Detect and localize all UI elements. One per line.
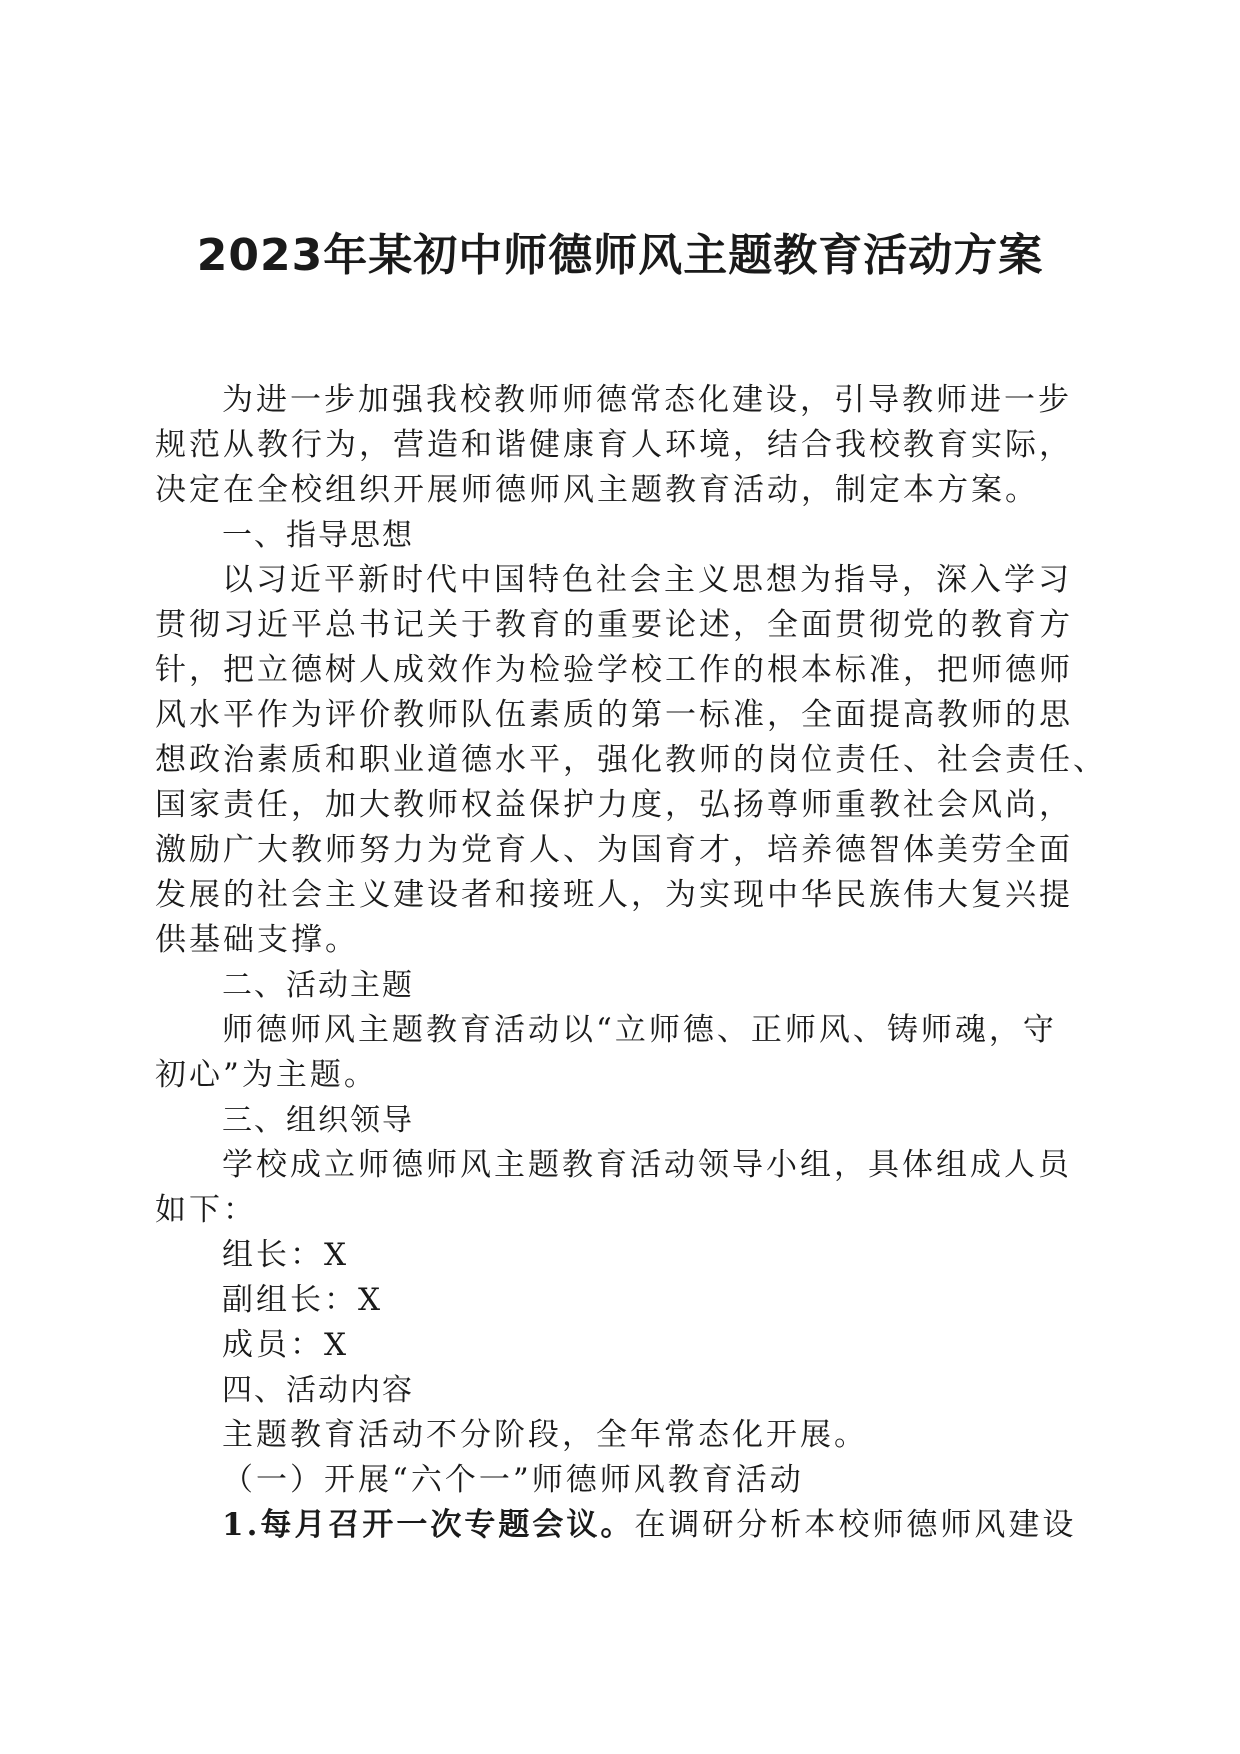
paragraph-line: 主题教育活动不分阶段，全年常态化开展。 [222, 1417, 868, 1453]
item-lead: 1.每月召开一次专题会议。 [222, 1507, 635, 1543]
paragraph-line: 激励广大教师努力为党育人、为国育才，培养德智体美劳全面 [155, 832, 1073, 868]
paragraph-line: 如下： [155, 1192, 257, 1228]
paragraph-line: 针，把立德树人成效作为检验学校工作的根本标准，把师德师 [155, 652, 1073, 688]
member-line: 成员：X [222, 1327, 350, 1363]
intro-line: 规范从教行为，营造和谐健康育人环境，结合我校教育实际， [155, 427, 1073, 463]
paragraph-line: 发展的社会主义建设者和接班人，为实现中华民族伟大复兴提 [155, 877, 1073, 913]
paragraph-line: 以习近平新时代中国特色社会主义思想为指导，深入学习 [222, 562, 1072, 598]
section-heading-leadership: 三、组织领导 [222, 1103, 414, 1138]
paragraph-line: 贯彻习近平总书记关于教育的重要论述，全面贯彻党的教育方 [155, 607, 1073, 643]
intro-line: 为进一步加强我校教师师德常态化建设，引导教师进一步 [222, 382, 1072, 418]
section-heading-activity-theme: 二、活动主题 [222, 968, 414, 1003]
document-title: 2023年某初中师德师风主题教育活动方案 [196, 230, 1044, 281]
paragraph-line: 国家责任，加大教师权益保护力度，弘扬尊师重教社会风尚， [155, 787, 1073, 823]
paragraph-line: 师德师风主题教育活动以“立师德、正师风、铸师魂，守 [222, 1012, 1057, 1048]
paragraph-line: 学校成立师德师风主题教育活动领导小组，具体组成人员 [222, 1147, 1072, 1183]
item-line [155, 1503, 1085, 1548]
paragraph-line: 初心”为主题。 [155, 1057, 378, 1093]
section-heading-guiding-ideology: 一、指导思想 [222, 518, 414, 553]
item-text: 在调研分析本校师德师风建设 [634, 1507, 1077, 1543]
member-line: 组长：X [222, 1237, 350, 1273]
paragraph-line: 想政治素质和职业道德水平，强化教师的岗位责任、社会责任、 [155, 742, 1107, 778]
subsection-heading: （一）开展“六个一”师德师风教育活动 [222, 1462, 804, 1498]
section-heading-activity-content: 四、活动内容 [222, 1373, 414, 1408]
member-line: 副组长：X [222, 1282, 384, 1318]
intro-line: 决定在全校组织开展师德师风主题教育活动，制定本方案。 [155, 472, 1039, 508]
paragraph-line: 供基础支撑。 [155, 922, 359, 958]
document-body [155, 378, 1107, 1548]
paragraph-line: 风水平作为评价教师队伍素质的第一标准，全面提高教师的思 [155, 697, 1073, 733]
